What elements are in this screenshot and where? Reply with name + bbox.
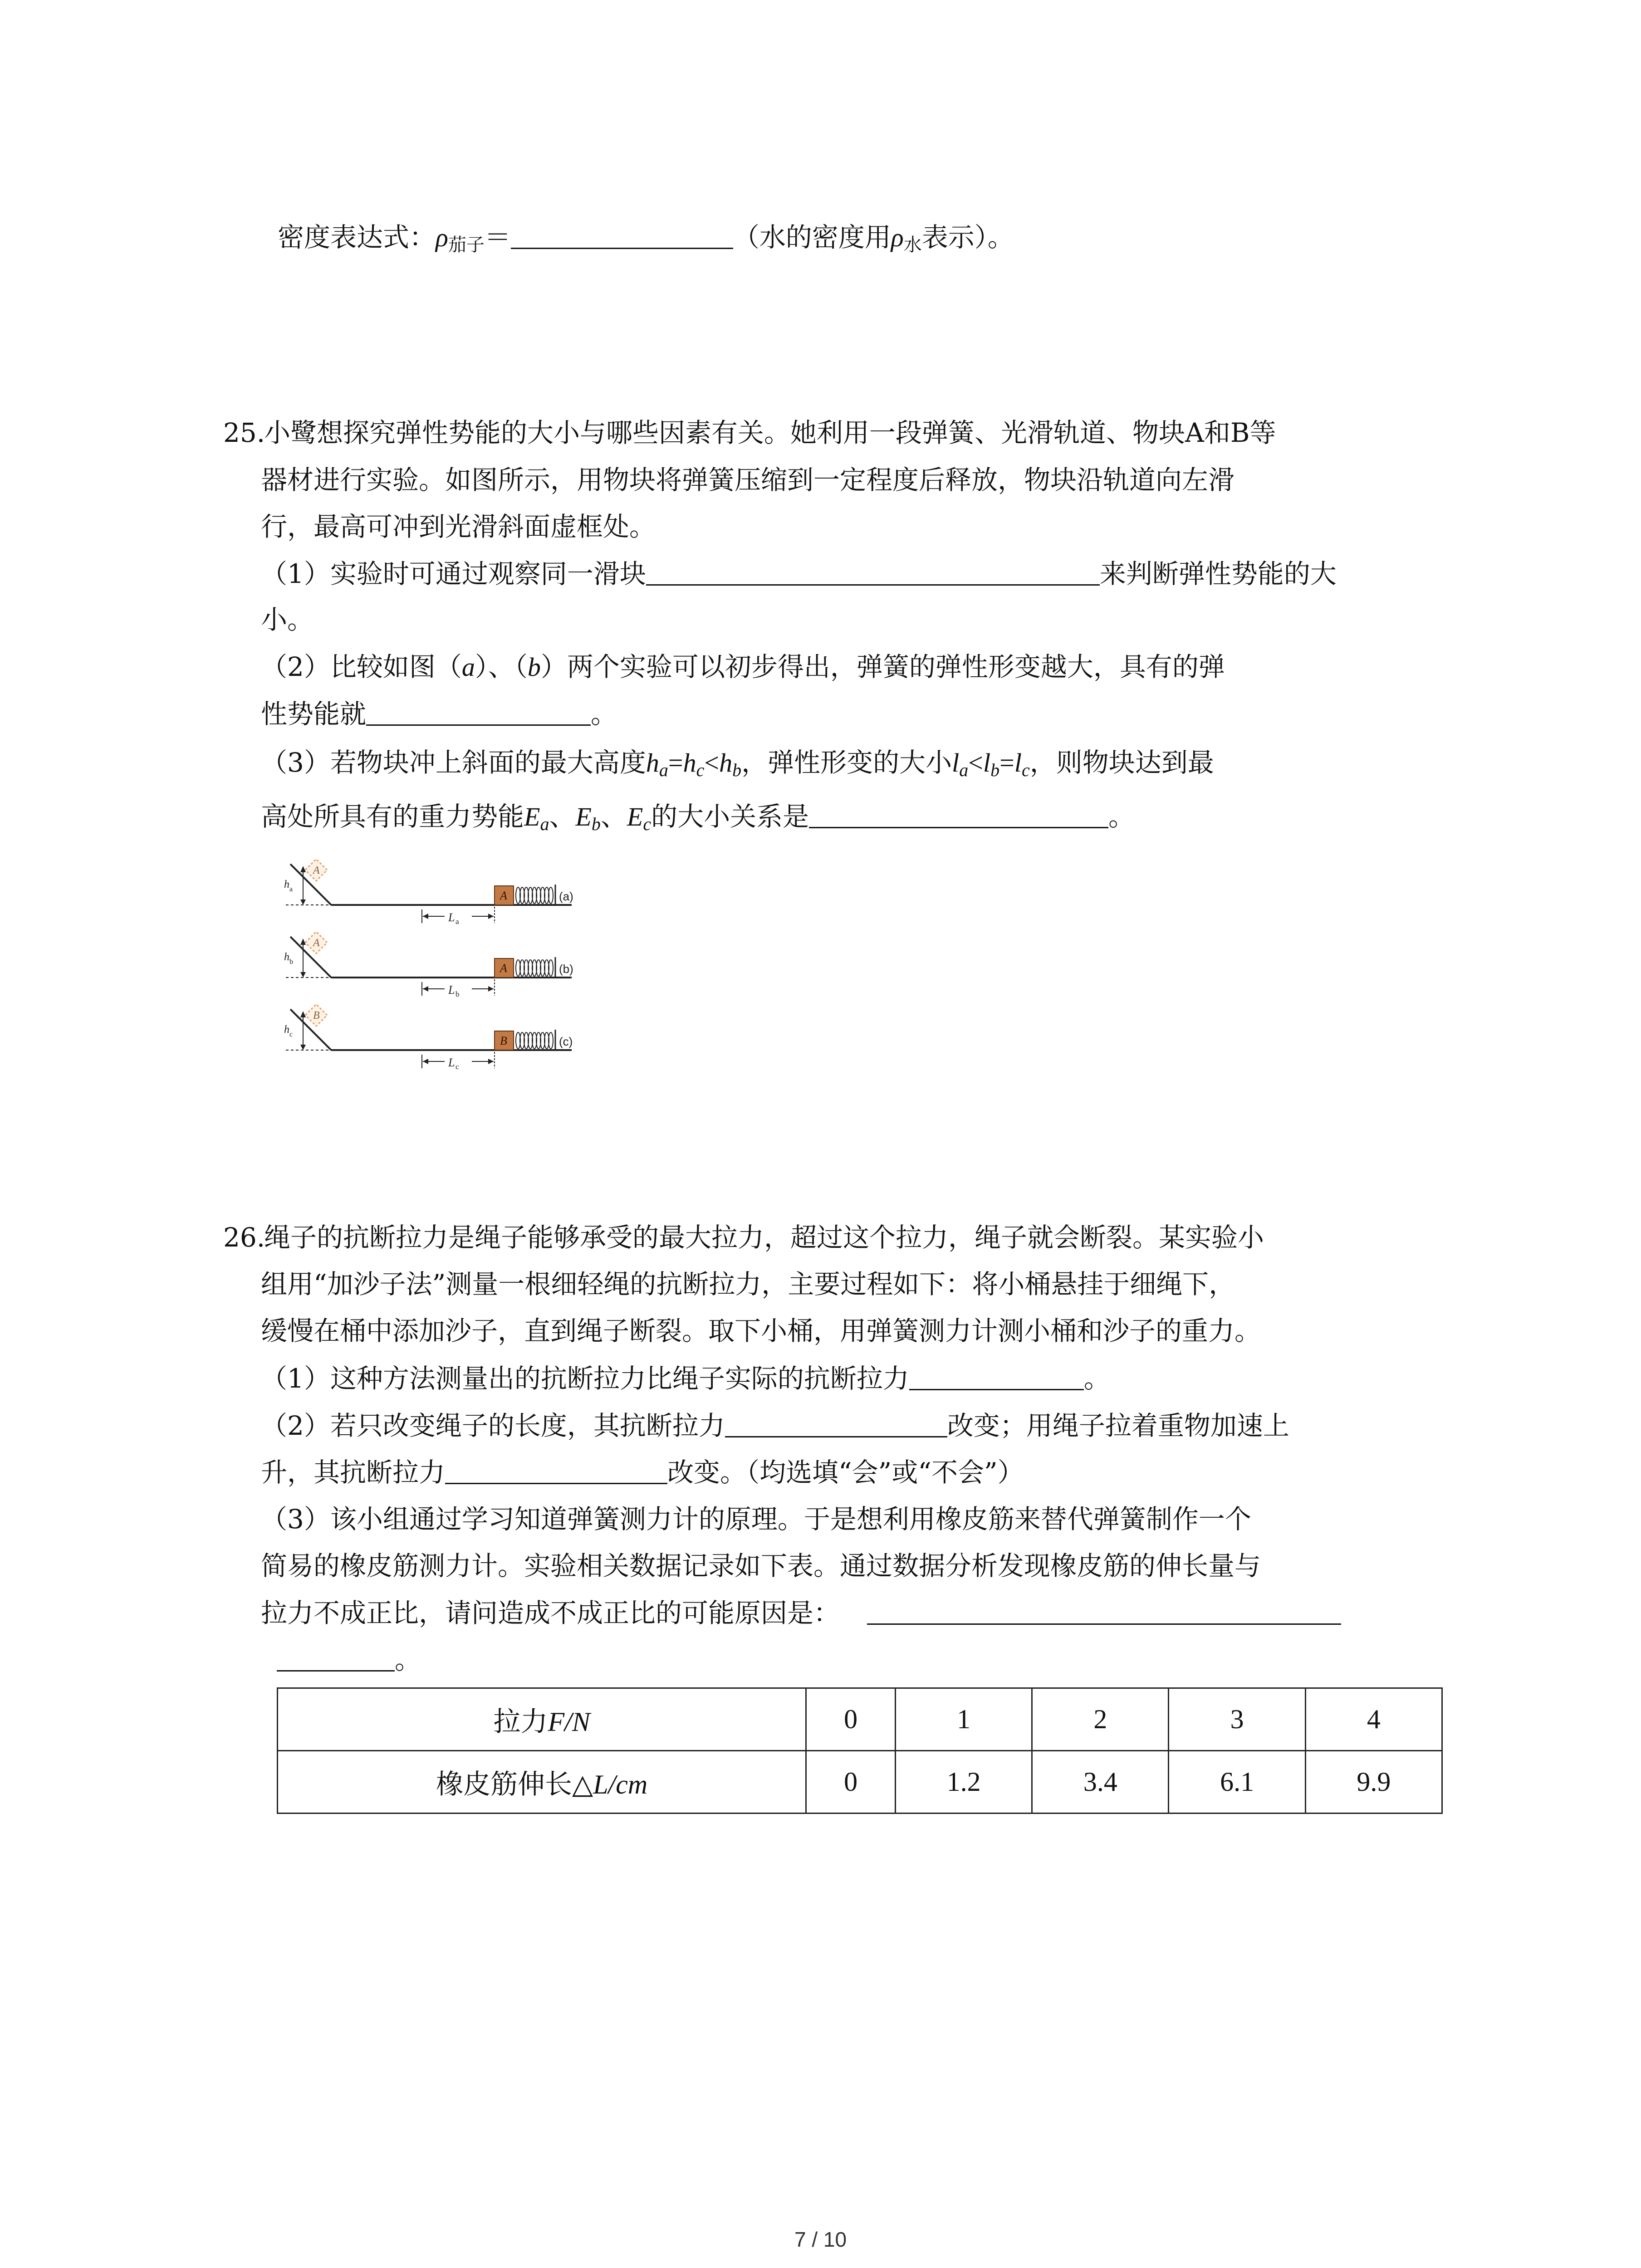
table-cell: 1.2 bbox=[895, 1751, 1032, 1813]
q25-sub2-end: 。 bbox=[591, 699, 617, 729]
table-cell: 3.4 bbox=[1032, 1751, 1169, 1813]
rho-symbol: ρ bbox=[436, 223, 448, 252]
height-arrow-head bbox=[300, 899, 306, 905]
table-cell: 1 bbox=[895, 1688, 1032, 1751]
q26-sub1-end: 。 bbox=[1083, 1363, 1110, 1394]
height-arrow-head bbox=[300, 972, 306, 978]
q25-sub2-text: （2）比较如图（ bbox=[261, 651, 462, 682]
q25-sub3-text-e: 的大小关系是 bbox=[651, 801, 809, 832]
q26-sub3-line-4 bbox=[277, 1643, 421, 1676]
q25-sub1-text-b: 来判断弹性势能的大 bbox=[1099, 558, 1337, 589]
ghost-block-label: A bbox=[313, 937, 320, 949]
length-arrow-head bbox=[488, 1059, 494, 1064]
q26-sub2-text: （2）若只改变绳子的长度，其抗断拉力 bbox=[261, 1410, 725, 1441]
answer-blank[interactable] bbox=[725, 1409, 947, 1437]
block-label: B bbox=[500, 1034, 507, 1047]
answer-blank[interactable] bbox=[366, 697, 591, 726]
table-row bbox=[278, 1688, 1442, 1751]
row-tag: (b) bbox=[559, 962, 573, 976]
q25-sub3-text-c: ，则物块达到最 bbox=[1029, 747, 1214, 778]
rho-water-symbol: ρ bbox=[891, 223, 904, 252]
length-label: L bbox=[448, 1056, 455, 1069]
height-arrow-head bbox=[300, 1045, 306, 1050]
q25-line-1 bbox=[223, 416, 1276, 449]
answer-blank[interactable] bbox=[909, 1362, 1084, 1390]
answer-blank[interactable] bbox=[445, 1456, 667, 1484]
page-number: 7 / 10 bbox=[794, 2228, 847, 2251]
q26-sub2-cont bbox=[261, 1456, 1024, 1489]
table-row bbox=[278, 1751, 1442, 1813]
length-label-sub: b bbox=[456, 990, 460, 998]
answer-blank[interactable] bbox=[646, 557, 1100, 586]
height-arrow-head bbox=[300, 866, 306, 872]
equals-sign: ＝ bbox=[484, 222, 511, 253]
q26-sub3-end: 。 bbox=[395, 1644, 421, 1675]
q26-sub2 bbox=[261, 1409, 1289, 1442]
block-label: A bbox=[500, 962, 507, 975]
table-cell: 9.9 bbox=[1305, 1751, 1442, 1813]
row-tag: (a) bbox=[559, 890, 573, 903]
ghost-block-label: A bbox=[313, 865, 320, 876]
length-arrow-head bbox=[423, 1059, 428, 1064]
block-label: A bbox=[500, 889, 507, 902]
answer-blank[interactable] bbox=[277, 1643, 395, 1672]
rho-subscript: 茄子 bbox=[448, 235, 485, 255]
length-arrow-head bbox=[488, 914, 494, 919]
density-note-end: 表示）。 bbox=[921, 222, 1014, 253]
height-label: h bbox=[284, 1024, 289, 1036]
q25-sub3 bbox=[261, 746, 1214, 787]
height-arrow-head bbox=[300, 938, 306, 945]
answer-blank[interactable] bbox=[511, 220, 733, 249]
length-label: L bbox=[448, 911, 455, 924]
q26-sub3: （3）该小组通过学习知道弹簧测力计的原理。于是想利用橡皮筋来替代弹簧制作一个 bbox=[261, 1504, 1251, 1535]
row-tag: (c) bbox=[559, 1035, 573, 1048]
q25-sub2-sep: ）、（ bbox=[475, 651, 528, 682]
q26-line-3: 缓慢在桶中添加沙子，直到绳子断裂。取下小桶，用弹簧测力计测小桶和沙子的重力。 bbox=[261, 1315, 1261, 1346]
q25-sub1-text: （1）实验时可通过观察同一滑块 bbox=[261, 558, 646, 589]
q26-sub2-text-d: 改变。（均选填“会”或“不会”） bbox=[667, 1457, 1024, 1488]
q26-sub3-line-2: 简易的橡皮筋测力计。实验相关数据记录如下表。通过数据分析发现橡皮筋的伸长量与 bbox=[261, 1550, 1261, 1581]
q26-sub1 bbox=[261, 1362, 1110, 1395]
height-label: h bbox=[284, 951, 289, 963]
q26-sub1-text: （1）这种方法测量出的抗断拉力比绳子实际的抗断拉力 bbox=[261, 1363, 909, 1394]
height-label-sub: a bbox=[289, 885, 293, 893]
length-arrow-head bbox=[423, 914, 428, 919]
density-note: （水的密度用 bbox=[733, 222, 891, 253]
q25-sub2-text-c: ）两个实验可以初步得出，弹簧的弹性形变越大，具有的弹 bbox=[540, 651, 1225, 682]
spring-track-figure bbox=[281, 855, 608, 1082]
q26-sub2-text-c: 升，其抗断拉力 bbox=[261, 1457, 446, 1488]
length-label-sub: c bbox=[456, 1062, 459, 1071]
q25-sub3-cont bbox=[261, 800, 1135, 841]
table-cell: 3 bbox=[1169, 1688, 1305, 1751]
q26-sub2-text-b: 改变；用绳子拉着重物加速上 bbox=[947, 1410, 1289, 1441]
energy-expression: $E_a$、$E_b$、$E_c$ bbox=[524, 802, 652, 834]
length-arrow-head bbox=[488, 986, 494, 992]
q26-text: 绳子的抗断拉力是绳子能够承受的最大拉力，超过这个拉力，绳子就会断裂。某实验小 bbox=[264, 1222, 1264, 1253]
length-label: L bbox=[448, 983, 455, 997]
q26-sub3-text-c: 拉力不成正比，请问造成不成正比的可能原因是： bbox=[261, 1598, 840, 1628]
table-cell: 0 bbox=[806, 1751, 896, 1813]
q25-sub2-text-d: 性势能就 bbox=[261, 699, 367, 729]
q25-sub3-text-b: ，弹性形变的大小 bbox=[741, 747, 952, 778]
q25-sub3-text-d: 高处所具有的重力势能 bbox=[261, 801, 524, 832]
table-cell: 6.1 bbox=[1169, 1751, 1305, 1813]
height-label-sub: b bbox=[289, 958, 293, 966]
question-number: 26. bbox=[223, 1222, 265, 1253]
height-label: h bbox=[284, 879, 289, 890]
question-number: 25. bbox=[223, 417, 265, 448]
deformation-expression: $l_a<l_b=l_c$ bbox=[952, 748, 1030, 780]
answer-blank[interactable] bbox=[867, 1596, 1341, 1625]
q25-line-2: 器材进行实验。如图所示，用物块将弹簧压缩到一定程度后释放，物块沿轨道向左滑 bbox=[261, 464, 1235, 495]
row-label-extension: 橡皮筋伸长△L/cm bbox=[278, 1751, 806, 1813]
q25-sub2 bbox=[261, 650, 1225, 684]
length-arrow-head bbox=[423, 986, 428, 992]
q25-sub1-cont: 小。 bbox=[261, 604, 314, 635]
table-cell: 2 bbox=[1032, 1688, 1169, 1751]
answer-blank[interactable] bbox=[809, 800, 1108, 828]
data-table bbox=[277, 1687, 1443, 1814]
row-label-force: 拉力F/N bbox=[278, 1688, 806, 1751]
q26-line-1 bbox=[223, 1221, 1264, 1254]
table-cell: 0 bbox=[806, 1688, 896, 1751]
q25-text: 小鹭想探究弹性势能的大小与哪些因素有关。她利用一段弹簧、光滑轨道、物块A和B等 bbox=[264, 417, 1276, 448]
height-label-sub: c bbox=[289, 1031, 293, 1038]
ghost-block-label: B bbox=[313, 1010, 320, 1022]
q26-line-2: 组用“加沙子法”测量一根细轻绳的抗断拉力，主要过程如下：将小桶悬挂于细绳下， bbox=[261, 1269, 1235, 1300]
height-expression: $h_a=h_c<h_b$ bbox=[646, 748, 742, 780]
q25-sub1 bbox=[261, 557, 1337, 590]
density-expression-line bbox=[278, 220, 1014, 261]
length-label-sub: a bbox=[456, 917, 459, 926]
rho-water-subscript: 水 bbox=[903, 235, 922, 255]
q25-sub2-cont bbox=[261, 697, 617, 730]
q25-line-3: 行，最高可冲到光滑斜面虚框处。 bbox=[261, 511, 656, 542]
q25-sub3-end: 。 bbox=[1108, 801, 1135, 832]
q25-sub3-text: （3）若物块冲上斜面的最大高度 bbox=[261, 747, 646, 778]
q26-sub3-line-3 bbox=[261, 1596, 1341, 1629]
table-cell: 4 bbox=[1305, 1688, 1442, 1751]
label-b: b bbox=[527, 652, 541, 682]
height-arrow-head bbox=[300, 1011, 306, 1017]
label-a: a bbox=[461, 652, 475, 682]
density-prefix: 密度表达式： bbox=[278, 222, 436, 253]
